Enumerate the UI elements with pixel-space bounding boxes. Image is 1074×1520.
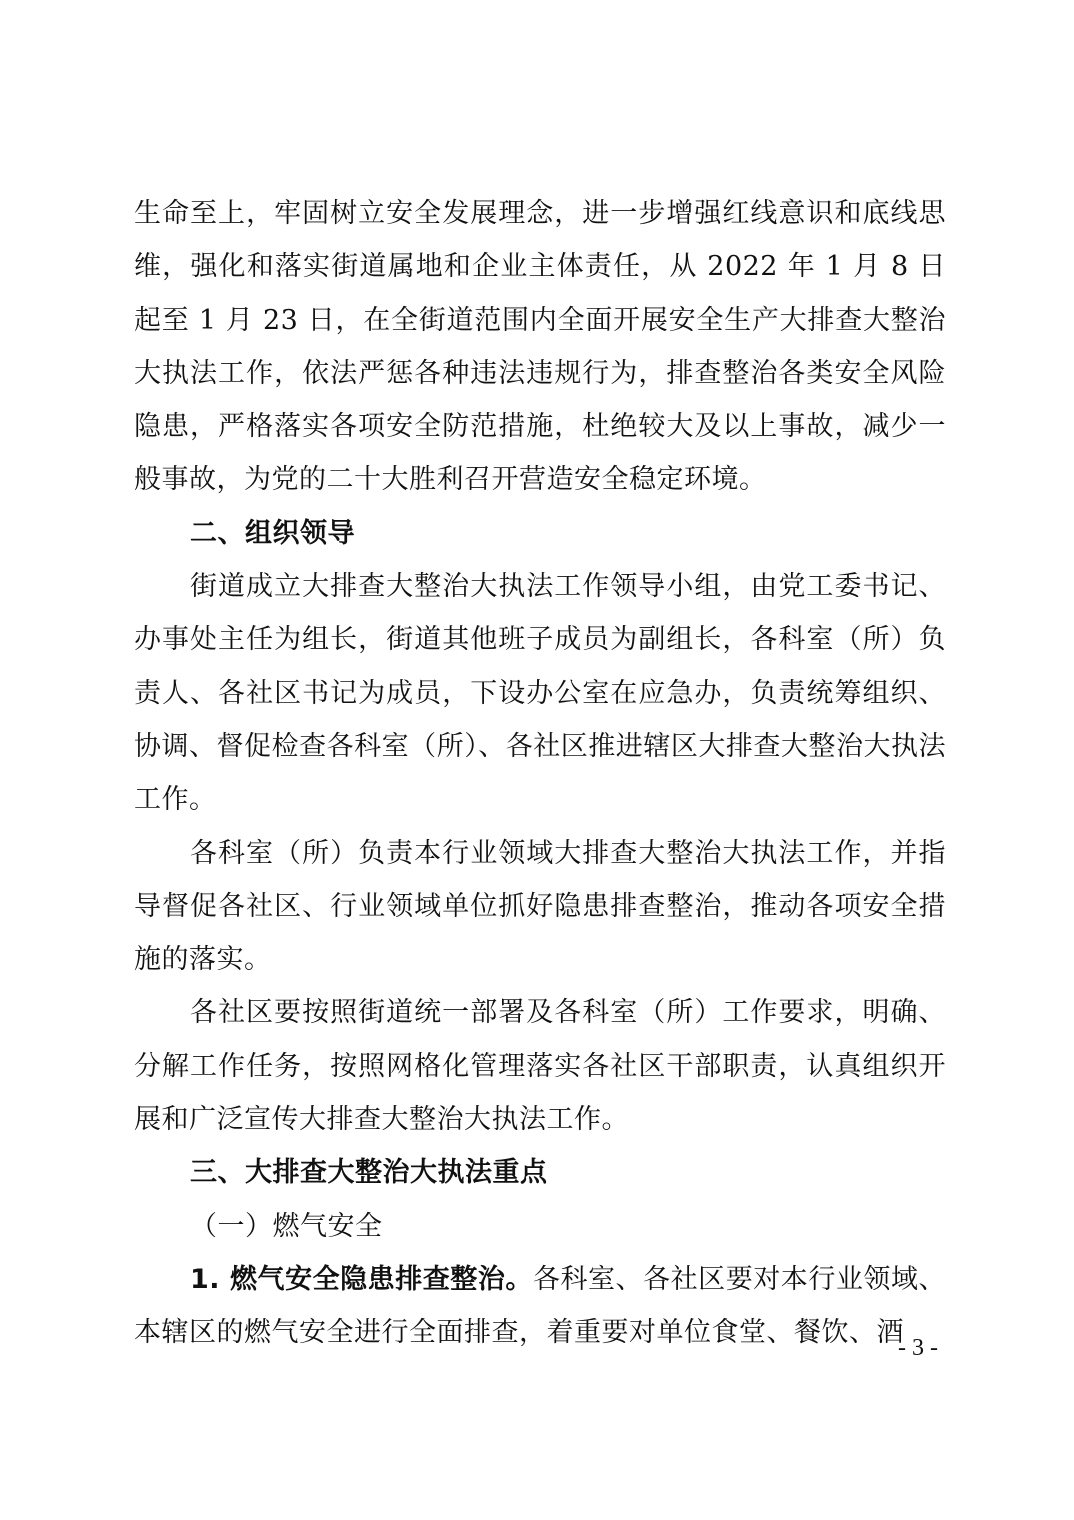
organization-paragraph-1: 街道成立大排查大整治大执法工作领导小组，由党工委书记、办事处主任为组长，街道其他班子成员为副组长，各科室（所）负责人、各社区书记为成员，下设办公室在应急办，负责统筹组织、协调、督促检查各科室（所）、各社区推进辖区大排查大整治大执法工作。 xyxy=(134,571,946,816)
gas-safety-item-text: 各科室、各社区要对本行业领域、本辖区的燃气安全进行全面排查，着重要对单位食堂、餐饮、酒 xyxy=(134,1263,947,1349)
gas-safety-item-paragraph xyxy=(134,1253,946,1360)
intro-paragraph: 生命至上，牢固树立安全发展理念，进一步增强红线意识和底线思维，强化和落实街道属地和企业主体责任，从 2022 年 1 月 8 日起至 1 月 23 日，在全街道范围内全面开展安全生产大排查大整治大执法工作，依法严惩各种违法违规行为，排查整治各类安全风险隐患，严格落实各项安全防范措施，杜绝较大及以上事故，减少一般事故，为党的二十大胜利召开营造安全稳定环境。 xyxy=(134,198,946,496)
organization-paragraph-2: 各科室（所）负责本行业领域大排查大整治大执法工作，并指导督促各社区、行业领域单位抓好隐患排查整治，推动各项安全措施的落实。 xyxy=(134,837,946,976)
document-body xyxy=(134,187,946,1360)
page-number: - 3 - xyxy=(898,1335,938,1361)
section-heading-key-points: 三、大排查大整治大执法重点 xyxy=(190,1157,548,1189)
organization-paragraph-3: 各社区要按照街道统一部署及各科室（所）工作要求，明确、分解工作任务，按照网格化管理落实各社区干部职责，认真组织开展和广泛宣传大排查大整治大执法工作。 xyxy=(134,997,946,1136)
section-heading-organization: 二、组织领导 xyxy=(190,517,355,549)
gas-safety-item-lead: 1. 燃气安全隐患排查整治。 xyxy=(190,1263,533,1295)
subsection-heading-gas-safety: （一）燃气安全 xyxy=(190,1210,383,1242)
